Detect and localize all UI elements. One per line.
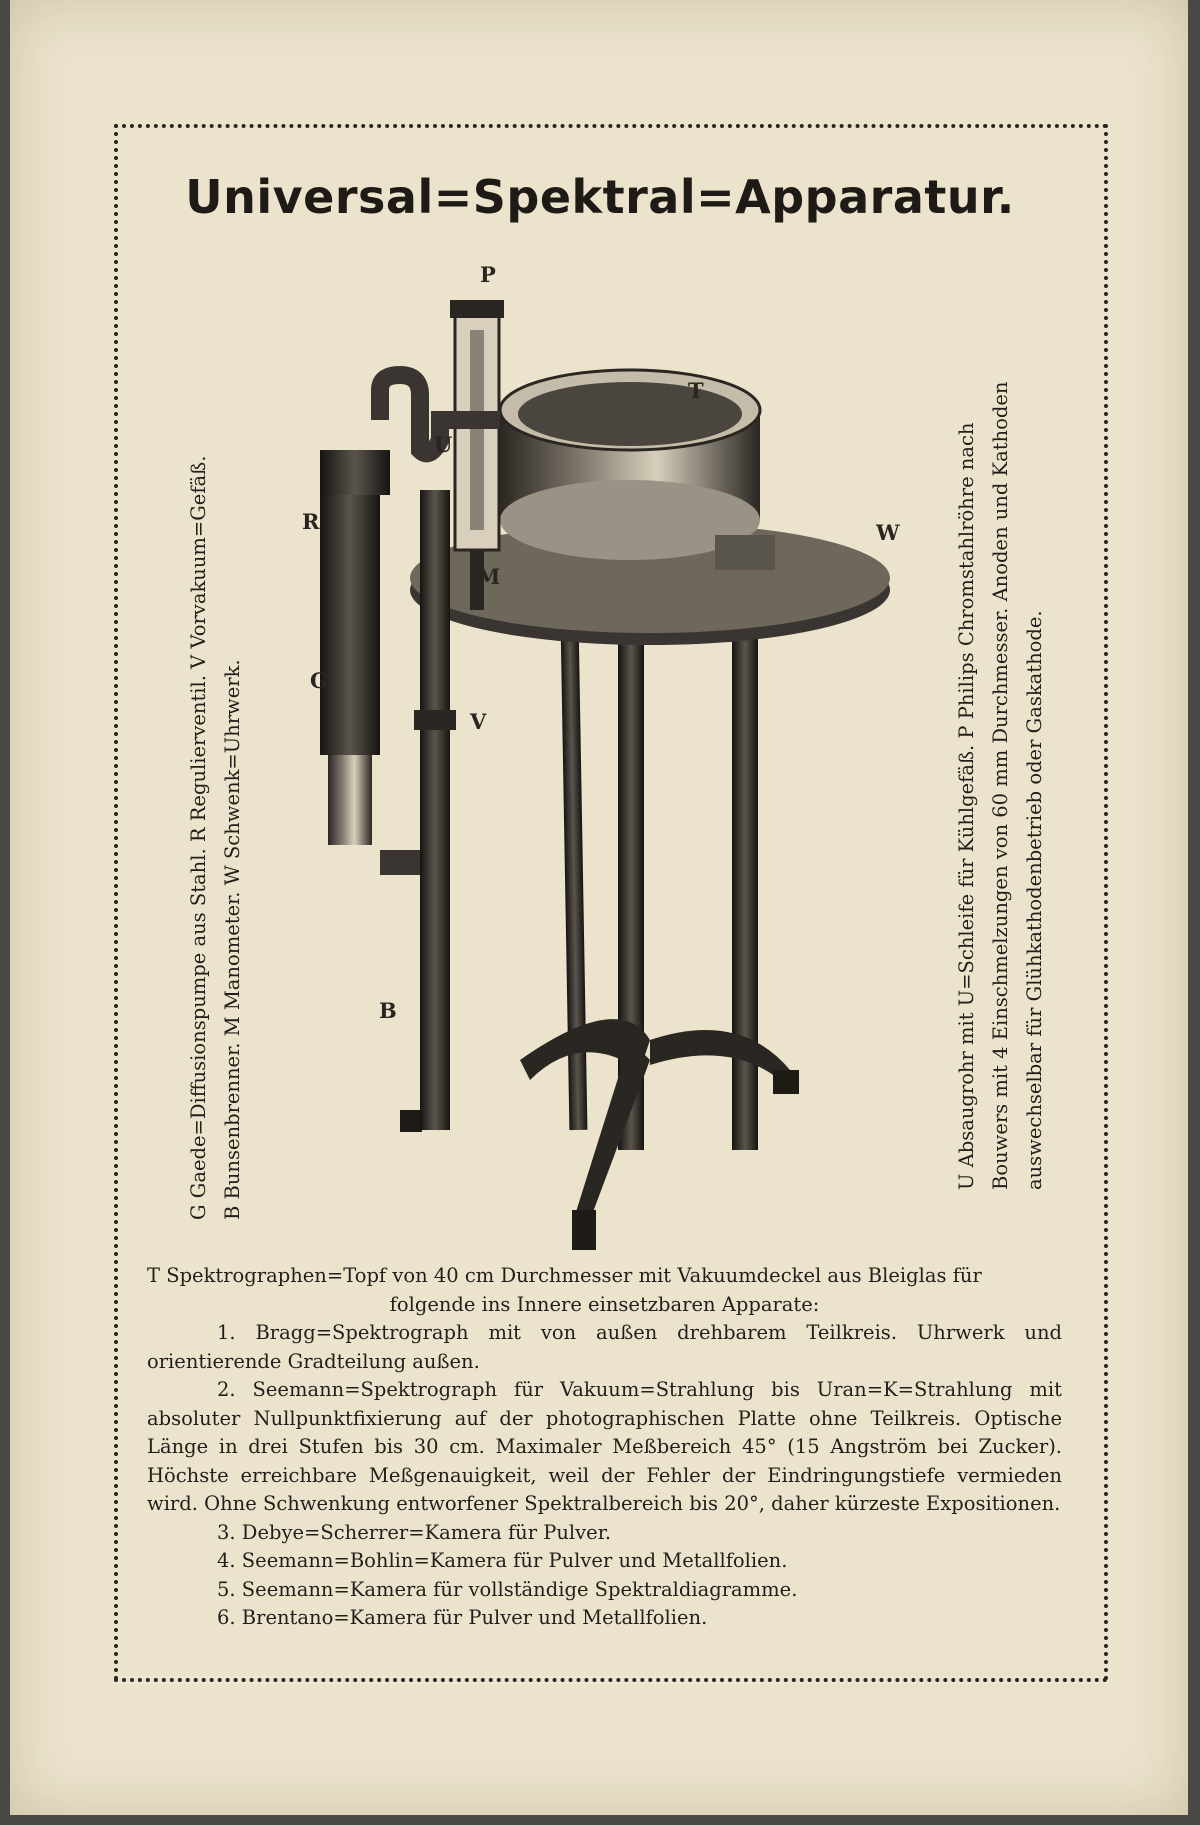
legend-left	[182, 340, 250, 1220]
legend-left-line-1: G Gaede=Diffusionspumpe aus Stahl. R Regulierventil. V Vorvakuum=Gefäß.	[187, 455, 210, 1220]
label-p: P	[480, 262, 496, 287]
legend-right-line-2: Bouwers mit 4 Einschmelzungen von 60 mm Durchmesser. Anoden und Kathoden	[989, 381, 1012, 1190]
label-b: B	[379, 998, 397, 1023]
description-intro: T Spektrographen=Topf von 40 cm Durchmesser mit Vakuumdeckel aus Bleiglas für	[147, 1264, 982, 1287]
legend-left-line-2: B Bunsenbrenner. M Manometer. W Schwenk=Uhrwerk.	[221, 659, 244, 1220]
label-t: T	[688, 378, 704, 403]
list-item: 1. Bragg=Spektrograph mit von außen drehbarem Teilkreis. Uhrwerk und orientierende Gradteilung außen.	[147, 1321, 1062, 1373]
list-item: 3. Debye=Scherrer=Kamera für Pulver.	[217, 1520, 612, 1544]
apparatus-list	[147, 1319, 1062, 1633]
list-item: 5. Seemann=Kamera für vollständige Spektraldiagramme.	[217, 1577, 798, 1601]
label-v: V	[470, 709, 487, 734]
description-text	[147, 1262, 1062, 1633]
legend-right-line-3: auswechselbar für Glühkathodenbetrieb oder Gaskathode.	[1023, 610, 1046, 1190]
legend-right	[950, 310, 1052, 1190]
list-item: 2. Seemann=Spektrograph für Vakuum=Strahlung bis Uran=K=Strahlung mit absoluter Nullpunktfixierung auf der photographischen Platte ohne Teilkreis. Optische Länge in drei Stufen bis 30 cm. Maximaler Meßbereich 45° (15 Angström bei Zucker). Höchste erreichbare Meßgenauigkeit, weil der Fehler der Eindringungstiefe vermieden wird. Ohne Schwenkung entworfener Spektralbereich bis 20°, daher kürzeste Expositionen.	[147, 1378, 1062, 1515]
page-title: Universal=Spektral=Apparatur.	[185, 170, 1015, 224]
label-u: U	[434, 432, 453, 457]
description-intro-center: folgende ins Innere einsetzbaren Apparate:	[389, 1292, 820, 1316]
apparatus-illustration	[320, 290, 920, 1260]
label-g: G	[310, 668, 328, 693]
list-item: 6. Brentano=Kamera für Pulver und Metallfolien.	[217, 1606, 708, 1629]
label-w: W	[876, 520, 900, 545]
legend-right-line-1: U Absaugrohr mit U=Schleife für Kühlgefäß. P Philips Chromstahlröhre nach	[955, 422, 978, 1190]
label-m: M	[477, 564, 501, 589]
label-r: R	[302, 509, 320, 534]
list-item: 4. Seemann=Bohlin=Kamera für Pulver und Metallfolien.	[217, 1549, 788, 1572]
